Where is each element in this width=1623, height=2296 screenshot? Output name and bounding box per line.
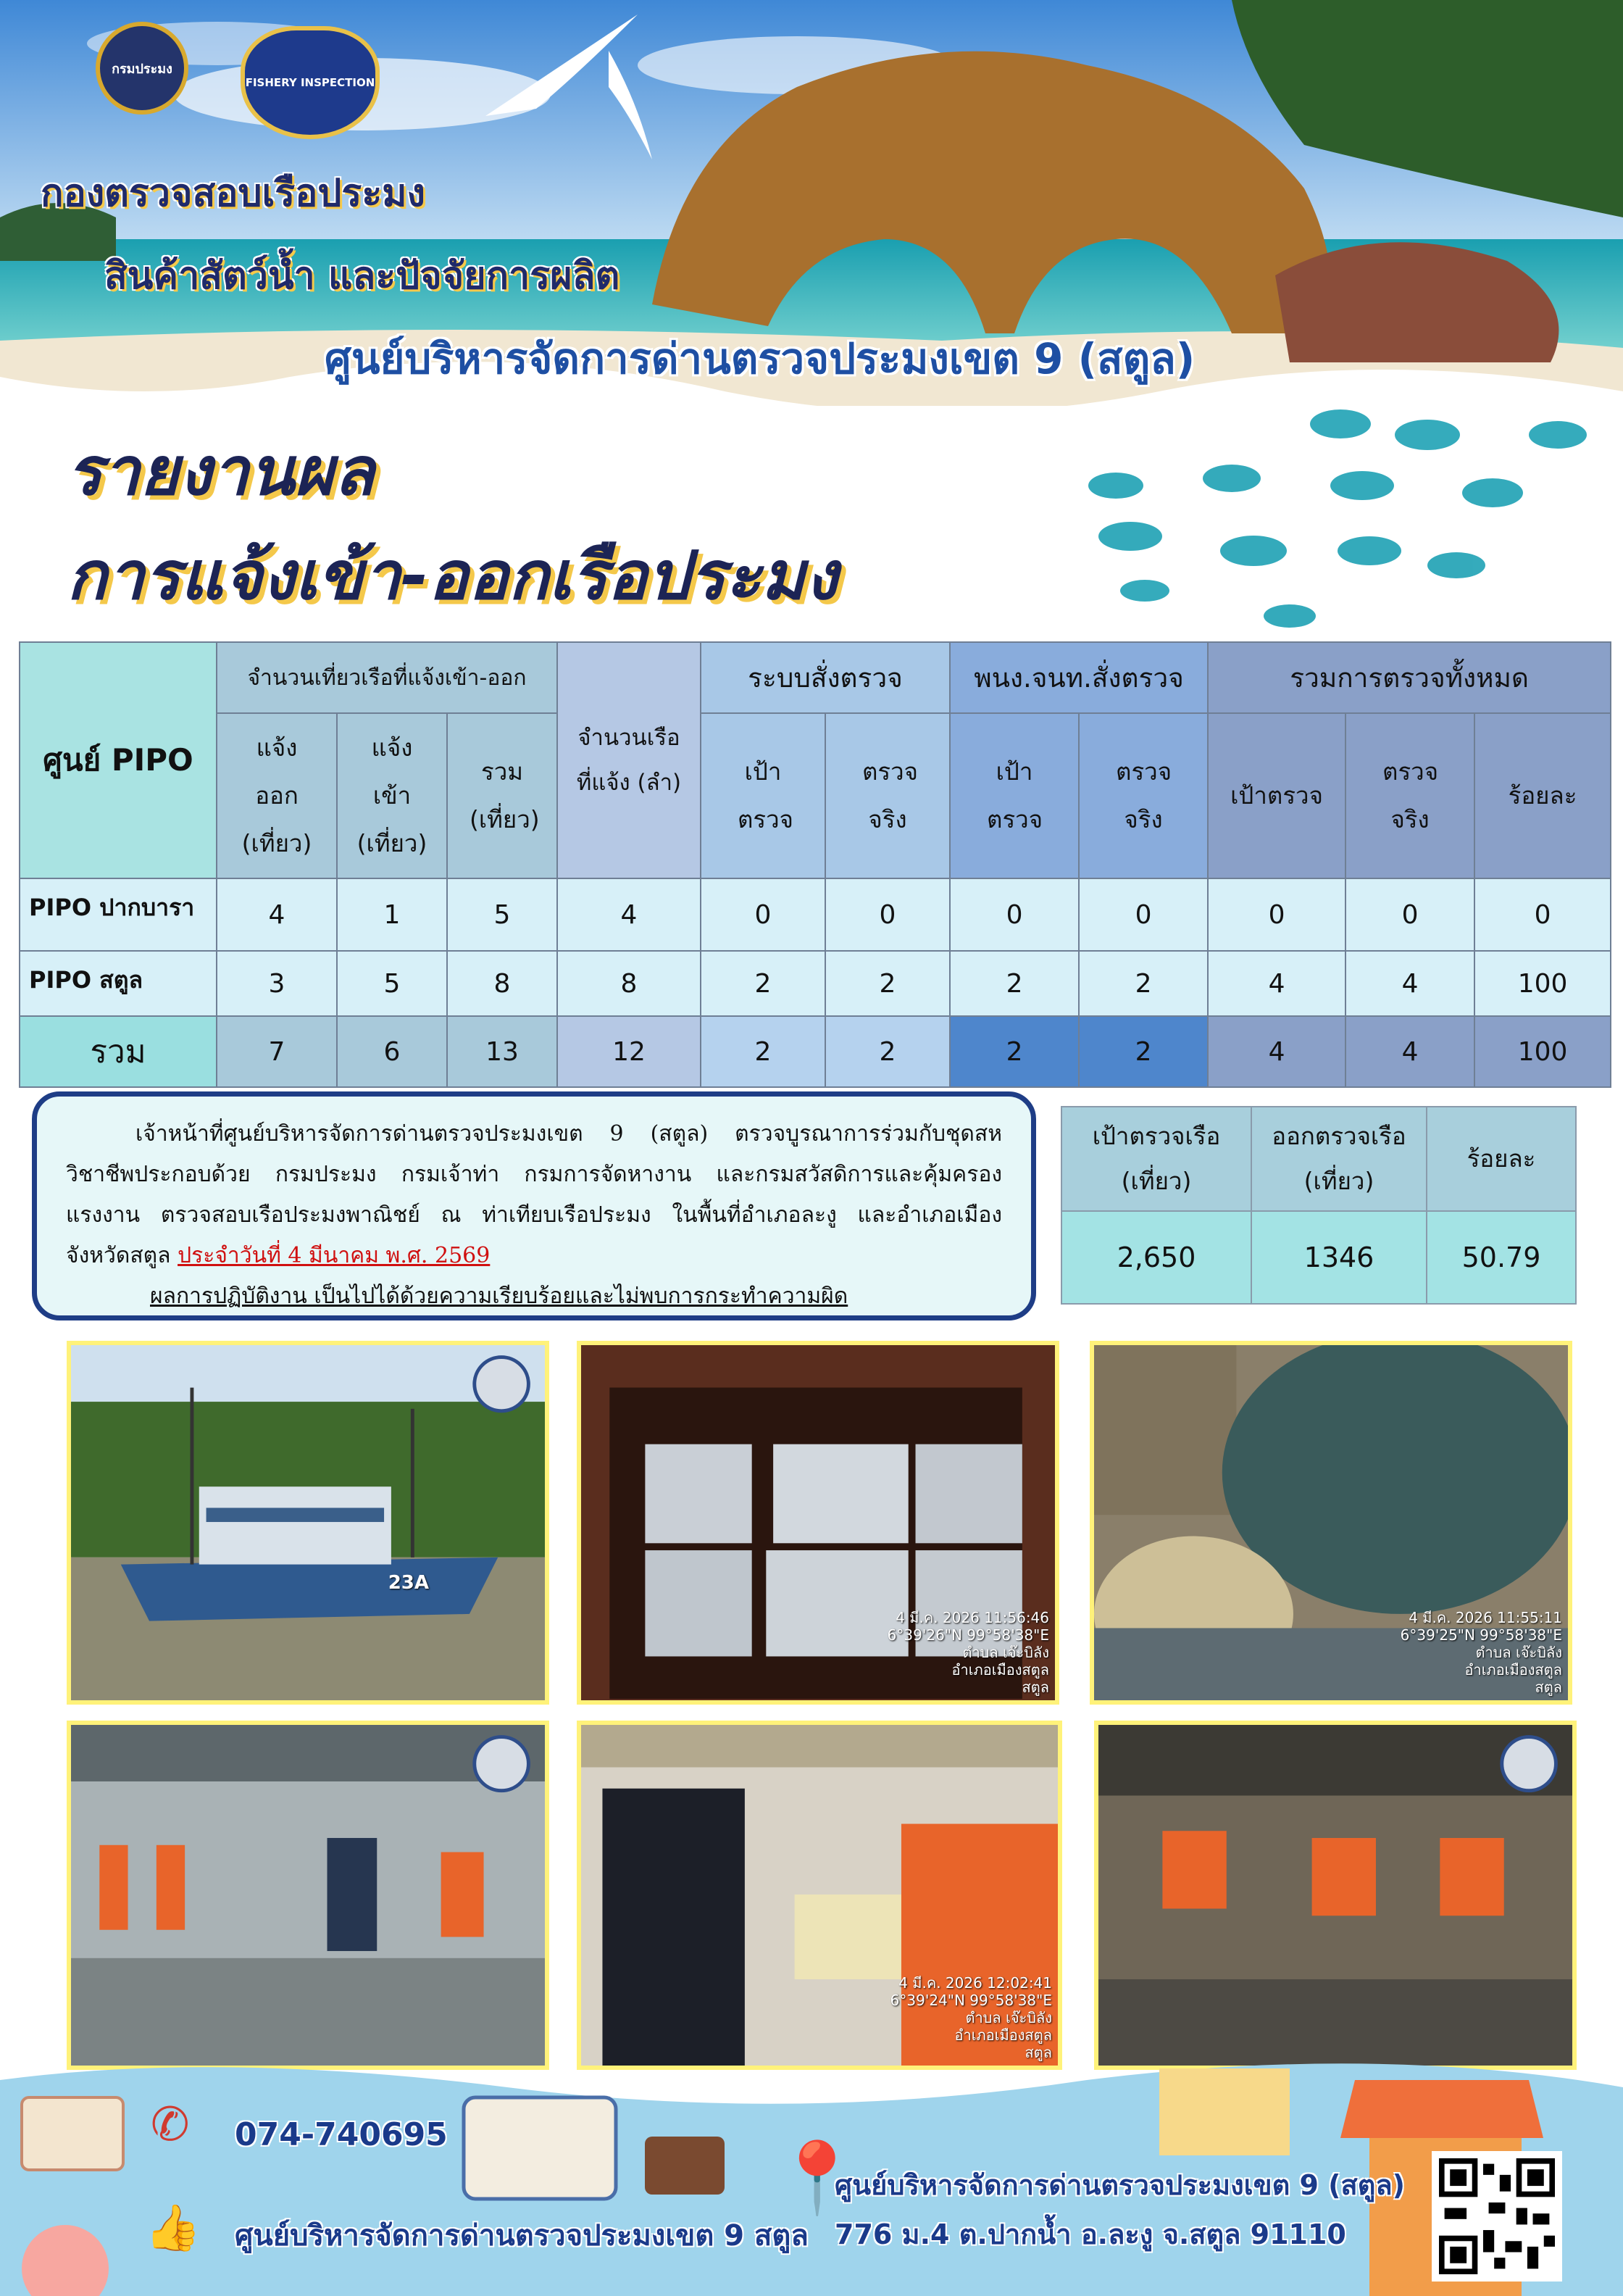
qr-code[interactable]: [1432, 2151, 1562, 2282]
boat-illustration: [71, 1345, 545, 1700]
sum-in: 6: [337, 1016, 447, 1087]
summary-result: ผลการปฏิบัติงาน เป็นไปได้ด้วยความเรียบร้อยและไม่พบการกระทำความผิด: [150, 1284, 848, 1309]
header-boats: จำนวนเรือ ที่แจ้ง (ลำ): [557, 642, 701, 878]
cell-system-actual: 0: [825, 878, 950, 951]
cell-in: 5: [337, 951, 447, 1016]
stamp-province: สตูล: [1022, 1679, 1049, 1696]
sum-total: 13: [447, 1016, 557, 1087]
cell-out: 4: [217, 878, 337, 951]
facebook-like-icon: 👍: [145, 2201, 201, 2254]
pipo-report-table: [19, 641, 1611, 1088]
cell-officer-target: 2: [950, 951, 1079, 1016]
cell-officer-target: 0: [950, 878, 1079, 951]
stamp-datetime: 4 มี.ค. 2026 12:02:41: [898, 1974, 1052, 1992]
header-trips: จำนวนเที่ยวเรือที่แจ้งเข้า-ออก: [217, 642, 557, 713]
cell-in: 1: [337, 878, 447, 951]
stamp-province: สตูล: [1535, 1679, 1562, 1696]
percent-header: ร้อยละ: [1427, 1107, 1576, 1211]
header-system-target: เป้า ตรวจ: [701, 713, 825, 878]
header-officer-target: เป้า ตรวจ: [950, 713, 1079, 878]
address: 776 ม.4 ต.ปากน้ำ อ.ละงู จ.สตูล 91110: [835, 2218, 1346, 2250]
summary-paragraph: [66, 1114, 1002, 1276]
photo-timestamp: [1401, 1609, 1562, 1696]
footer: [0, 2051, 1623, 2296]
header-officer-order: พนง.จนท.สั่งตรวจ: [950, 642, 1208, 713]
cell-out: 3: [217, 951, 337, 1016]
percent-value: 50.79: [1427, 1211, 1576, 1304]
cell-all-target: 0: [1208, 878, 1345, 951]
sum-percent: 100: [1474, 1016, 1611, 1087]
cell-total: 8: [447, 951, 557, 1016]
photo-fish-hold: [577, 1341, 1059, 1705]
team-illustration: [71, 1725, 545, 2066]
cell-all-actual: 4: [1345, 951, 1474, 1016]
header-system-order: ระบบสั่งตรวจ: [701, 642, 950, 713]
photo-timestamp: [890, 1974, 1052, 2061]
cell-boats: 8: [557, 951, 701, 1016]
stamp-subdistrict: ตำบล เจ๊ะบิลัง: [965, 2009, 1052, 2026]
header-percent: ร้อยละ: [1474, 713, 1611, 878]
header-officer-actual: ตรวจ จริง: [1079, 713, 1208, 878]
address-name: ศูนย์บริหารจัดการด่านตรวจประมงเขต 9 (สตูล): [835, 2169, 1406, 2201]
facebook-page[interactable]: ศูนย์บริหารจัดการด่านตรวจประมงเขต 9 สตูล: [235, 2219, 809, 2253]
table-sum-row: [20, 1016, 1611, 1087]
fishery-inspection-logo: FISHERY INSPECTION: [241, 26, 380, 139]
header-center: ศูนย์ PIPO: [20, 642, 217, 878]
stamp-province: สตูล: [1025, 2044, 1052, 2061]
stamp-subdistrict: ตำบล เจ๊ะบิลัง: [1475, 1644, 1562, 1661]
stamp-coordinates: 6°39'24"N 99°58'38"E: [890, 1992, 1052, 2009]
stamp-coordinates: 6°39'26"N 99°58'38"E: [887, 1626, 1049, 1644]
photo-document-check: [577, 1721, 1062, 2070]
cell-total: 5: [447, 878, 557, 951]
sum-out: 7: [217, 1016, 337, 1087]
sum-system-actual: 2: [825, 1016, 950, 1087]
header-system-actual: ตรวจ จริง: [825, 713, 950, 878]
location-pin-icon: 📍: [774, 2137, 861, 2218]
division-line-2: สินค้าสัตว์น้ำ และปัจจัยการผลิต: [104, 254, 620, 298]
stamp-district: อำเภอเมืองสตูล: [954, 2026, 1052, 2044]
inspection-target-table: [1061, 1106, 1577, 1305]
cell-all-actual: 0: [1345, 878, 1474, 951]
target-header: เป้าตรวจเรือ (เที่ยว): [1061, 1107, 1251, 1211]
crew-illustration: [1098, 1725, 1572, 2066]
operation-summary-box: [32, 1091, 1036, 1320]
cell-officer-actual: 0: [1079, 878, 1208, 951]
table-row: [20, 951, 1611, 1016]
division-line-1: กองตรวจสอบเรือประมง: [41, 172, 425, 215]
stamp-datetime: 4 มี.ค. 2026 11:55:11: [1409, 1609, 1562, 1626]
cell-system-actual: 2: [825, 951, 950, 1016]
report-title-line-1: รายงานผล: [67, 433, 375, 510]
phone-icon: ✆: [151, 2098, 190, 2152]
actual-header: ออกตรวจเรือ (เที่ยว): [1251, 1107, 1427, 1211]
photo-fishing-net: [1090, 1341, 1572, 1705]
header-total: รวม (เที่ยว): [447, 713, 557, 878]
actual-value: 1346: [1251, 1211, 1427, 1304]
photo-timestamp: [888, 1609, 1049, 1696]
sum-officer-target: 2: [950, 1016, 1079, 1087]
cell-boats: 4: [557, 878, 701, 951]
row-name: PIPO ปากบารา: [20, 878, 217, 951]
table-row: [20, 878, 1611, 951]
cell-percent: 0: [1474, 878, 1611, 951]
stamp-datetime: 4 มี.ค. 2026 11:56:46: [896, 1609, 1049, 1626]
sum-boats: 12: [557, 1016, 701, 1087]
sum-officer-actual: 2: [1079, 1016, 1208, 1087]
header-all-target: เป้าตรวจ: [1208, 713, 1345, 878]
header-in: แจ้งเข้า (เที่ยว): [337, 713, 447, 878]
sum-label: รวม: [20, 1016, 217, 1087]
photo-inspection-team: [67, 1721, 549, 2070]
report-title-line-2: การแจ้งเข้า-ออกเรือประมง: [67, 537, 838, 615]
qr-code-icon: [1439, 2158, 1555, 2274]
cell-system-target: 0: [701, 878, 825, 951]
cell-system-target: 2: [701, 951, 825, 1016]
header-out: แจ้งออก (เที่ยว): [217, 713, 337, 878]
summary-date: ประจำวันที่ 4 มีนาคม พ.ศ. 2569: [178, 1243, 491, 1268]
cell-percent: 100: [1474, 951, 1611, 1016]
target-value: 2,650: [1061, 1211, 1251, 1304]
department-of-fisheries-logo: กรมประมง: [96, 22, 188, 115]
sum-system-target: 2: [701, 1016, 825, 1087]
stamp-district: อำเภอเมืองสตูล: [1464, 1661, 1562, 1679]
cell-all-target: 4: [1208, 951, 1345, 1016]
phone-number[interactable]: 074-740695: [235, 2116, 448, 2153]
header-all-actual: ตรวจ จริง: [1345, 713, 1474, 878]
sum-all-actual: 4: [1345, 1016, 1474, 1087]
boat-number: 23A: [388, 1572, 429, 1594]
stamp-district: อำเภอเมืองสตูล: [951, 1661, 1049, 1679]
sum-all-target: 4: [1208, 1016, 1345, 1087]
stamp-coordinates: 6°39'25"N 99°58'38"E: [1400, 1626, 1562, 1644]
center-name: ศูนย์บริหารจัดการด่านตรวจประมงเขต 9 (สตูล): [325, 334, 1196, 383]
cell-officer-actual: 2: [1079, 951, 1208, 1016]
photo-fishing-boat: [67, 1341, 549, 1705]
row-name: PIPO สตูล: [20, 951, 217, 1016]
photo-crew-members: [1094, 1721, 1577, 2070]
summary-text: เจ้าหน้าที่ศูนย์บริหารจัดการด่านตรวจประมงเขต 9 (สตูล) ตรวจบูรณาการร่วมกับชุดสหวิชาชีพประกอบด้วย กรมประมง กรมเจ้าท่า กรมการจัดหางาน และกรมสวัสดิการและคุ้มครองแรงงาน ตรวจสอบเรือประมงพาณิชย์ ณ ท่าเทียบเรือประมง ในพื้นที่อำเภอละงู และอำเภอเมือง จังหวัดสตูล: [66, 1121, 1002, 1268]
stamp-subdistrict: ตำบล เจ๊ะบิลัง: [962, 1644, 1049, 1661]
header-total-inspection: รวมการตรวจทั้งหมด: [1208, 642, 1611, 713]
